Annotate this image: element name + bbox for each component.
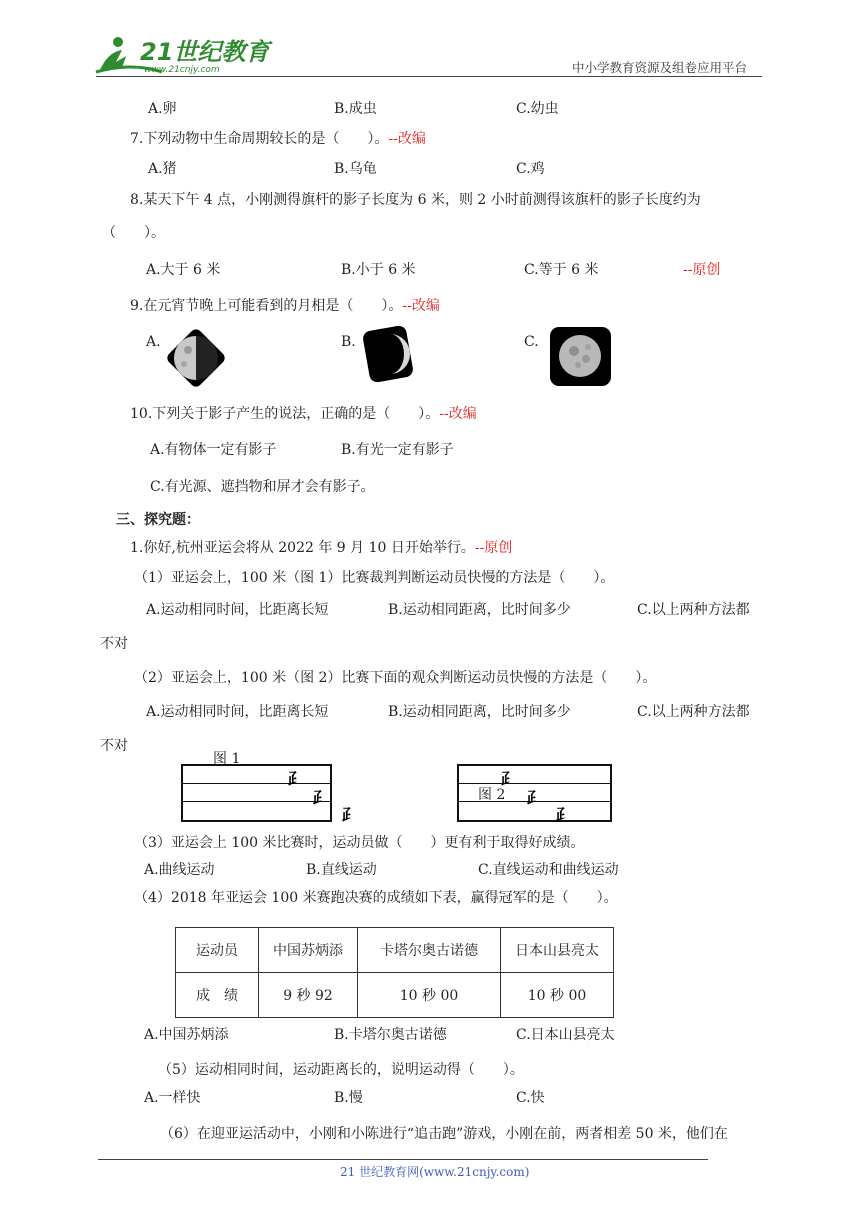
p1-sub4-option-a: A.中国苏炳添 [144, 1027, 229, 1043]
q8-option-a: A.大于 6 米 [146, 262, 221, 278]
p1-stem [130, 541, 512, 555]
p1-sub5-option-c: C.快 [516, 1090, 545, 1106]
table-row [176, 928, 614, 973]
p1-sub5-option-b: B.慢 [334, 1090, 363, 1106]
q8-tag: --原创 [683, 262, 721, 278]
table-cell: 卡塔尔奥古诺德 [358, 928, 501, 973]
q9-option-b: B. [341, 334, 356, 350]
table-cell: 10 秒 00 [501, 973, 614, 1018]
q7-tag: --改编 [388, 131, 426, 147]
figure2-caption: 图 2 [478, 787, 506, 803]
runner-icon: ⺪ [288, 769, 305, 788]
q6-option-b: B.成虫 [334, 101, 377, 117]
table-cell: 日本山县亮太 [501, 928, 614, 973]
p1-sub1-option-c: C.以上两种方法都 [637, 602, 750, 618]
logo-text: 21世纪教育 [140, 38, 270, 66]
q9-stem [130, 299, 440, 313]
header-platform-text: 中小学教育资源及组卷应用平台 [572, 60, 748, 75]
table-cell: 中国苏炳添 [259, 928, 358, 973]
runner-icon: ⺪ [342, 805, 359, 824]
p1-sub5: （5）运动相同时间，运动距离长的，说明运动得（ ）。 [158, 1062, 524, 1078]
runner-icon: ⺪ [501, 769, 518, 788]
table-cell: 运动员 [176, 928, 259, 973]
q9-stem-text: 9.在元宵节晚上可能看到的月相是（ ）。 [130, 298, 403, 314]
logo-url: www.21cnjy.com [144, 65, 220, 75]
q9-tag: --改编 [402, 298, 440, 314]
runner-icon: ⺪ [527, 788, 544, 807]
q10-stem-text: 10.下列关于影子产生的说法，正确的是（ ）。 [130, 406, 440, 422]
p1-sub1-option-a: A.运动相同时间，比距离长短 [146, 602, 329, 618]
figure1-lane-line [182, 801, 330, 802]
p1-sub2-option-b: B.运动相同距离，比时间多少 [388, 704, 571, 720]
figure1-caption: 图 1 [213, 751, 241, 767]
q7-option-a: A.猪 [148, 161, 177, 177]
p1-sub3-option-a: A.曲线运动 [144, 862, 215, 878]
q8-stem: 8.某天下午 4 点，小刚测得旗杆的影子长度为 6 米，则 2 小时前测得该旗杆的影子长度约为 [130, 192, 701, 208]
moon-full-image [550, 327, 611, 390]
p1-sub3-option-b: B.直线运动 [306, 862, 377, 878]
q7-option-b: B.乌龟 [334, 161, 377, 177]
q8-option-b: B.小于 6 米 [341, 262, 416, 278]
p1-sub2: （2）亚运会上，100 米（图 2）比赛下面的观众判断运动员快慢的方法是（ ）。 [134, 670, 657, 686]
q10-option-a: A.有物体一定有影子 [150, 442, 277, 458]
q7-stem-text: 7.下列动物中生命周期较长的是（ ）。 [130, 131, 389, 147]
runner-icon: ⺪ [313, 788, 330, 807]
section-title: 三、探究题： [116, 512, 200, 528]
q10-stem [130, 407, 477, 421]
p1-sub3: （3）亚运会上 100 米比赛时，运动员做（ ）更有利于取得好成绩。 [134, 835, 585, 851]
moon-crescent-image [360, 322, 416, 390]
q7-stem [130, 132, 426, 146]
q6-option-a: A.卵 [148, 101, 177, 117]
figure2-lane-line [458, 783, 610, 784]
footer-text: 21 世纪教育网(www.21cnjy.com) [340, 1165, 530, 1179]
results-table [175, 927, 614, 1018]
table-cell: 成 绩 [176, 973, 259, 1018]
p1-sub2-option-a: A.运动相同时间，比距离长短 [146, 704, 329, 720]
q8-stem-cont: （ ）。 [102, 225, 165, 241]
p1-tag: --原创 [474, 540, 513, 556]
q6-option-c: C.幼虫 [516, 101, 559, 117]
p1-sub4-option-b: B.卡塔尔奥古诺德 [334, 1027, 447, 1043]
p1-sub4-option-c: C.日本山县亮太 [516, 1027, 615, 1043]
q10-option-b: B.有光一定有影子 [341, 442, 454, 458]
p1-sub3-option-c: C.直线运动和曲线运动 [478, 862, 619, 878]
runner-icon: ⺪ [556, 805, 573, 824]
p1-stem-text: 1.你好,杭州亚运会将从 2022 年 9 月 10 日开始举行。 [130, 540, 475, 556]
q8-option-c: C.等于 6 米 [524, 262, 599, 278]
q9-option-a: A. [146, 334, 161, 350]
site-logo [92, 32, 270, 78]
q10-option-c: C.有光源、遮挡物和屏才会有影子。 [150, 479, 375, 495]
header-divider [96, 76, 762, 77]
p1-sub2-wrap: 不对 [100, 738, 128, 754]
figure1-lane-line [182, 783, 330, 784]
q10-tag: --改编 [439, 406, 477, 422]
table-cell: 9 秒 92 [259, 973, 358, 1018]
p1-sub1-wrap: 不对 [100, 636, 128, 652]
table-row [176, 973, 614, 1018]
p1-sub2-option-c: C.以上两种方法都 [637, 704, 750, 720]
footer-divider [98, 1159, 708, 1160]
p1-sub1: （1）亚运会上，100 米（图 1）比赛裁判判断运动员快慢的方法是（ ）。 [134, 570, 615, 586]
p1-sub5-option-a: A.一样快 [144, 1090, 201, 1106]
p1-sub1-option-b: B.运动相同距离，比时间多少 [388, 602, 571, 618]
table-cell: 10 秒 00 [358, 973, 501, 1018]
q9-option-c: C. [524, 334, 539, 350]
p1-sub6: （6）在迎亚运活动中，小刚和小陈进行“追击跑”游戏，小刚在前，两者相差 50 米，他们在 [160, 1126, 728, 1142]
p1-sub4: （4）2018 年亚运会 100 米赛跑决赛的成绩如下表，赢得冠军的是（ ）。 [134, 890, 618, 906]
q7-option-c: C.鸡 [516, 161, 545, 177]
moon-half-image [160, 322, 232, 398]
figure1-track [181, 764, 332, 822]
